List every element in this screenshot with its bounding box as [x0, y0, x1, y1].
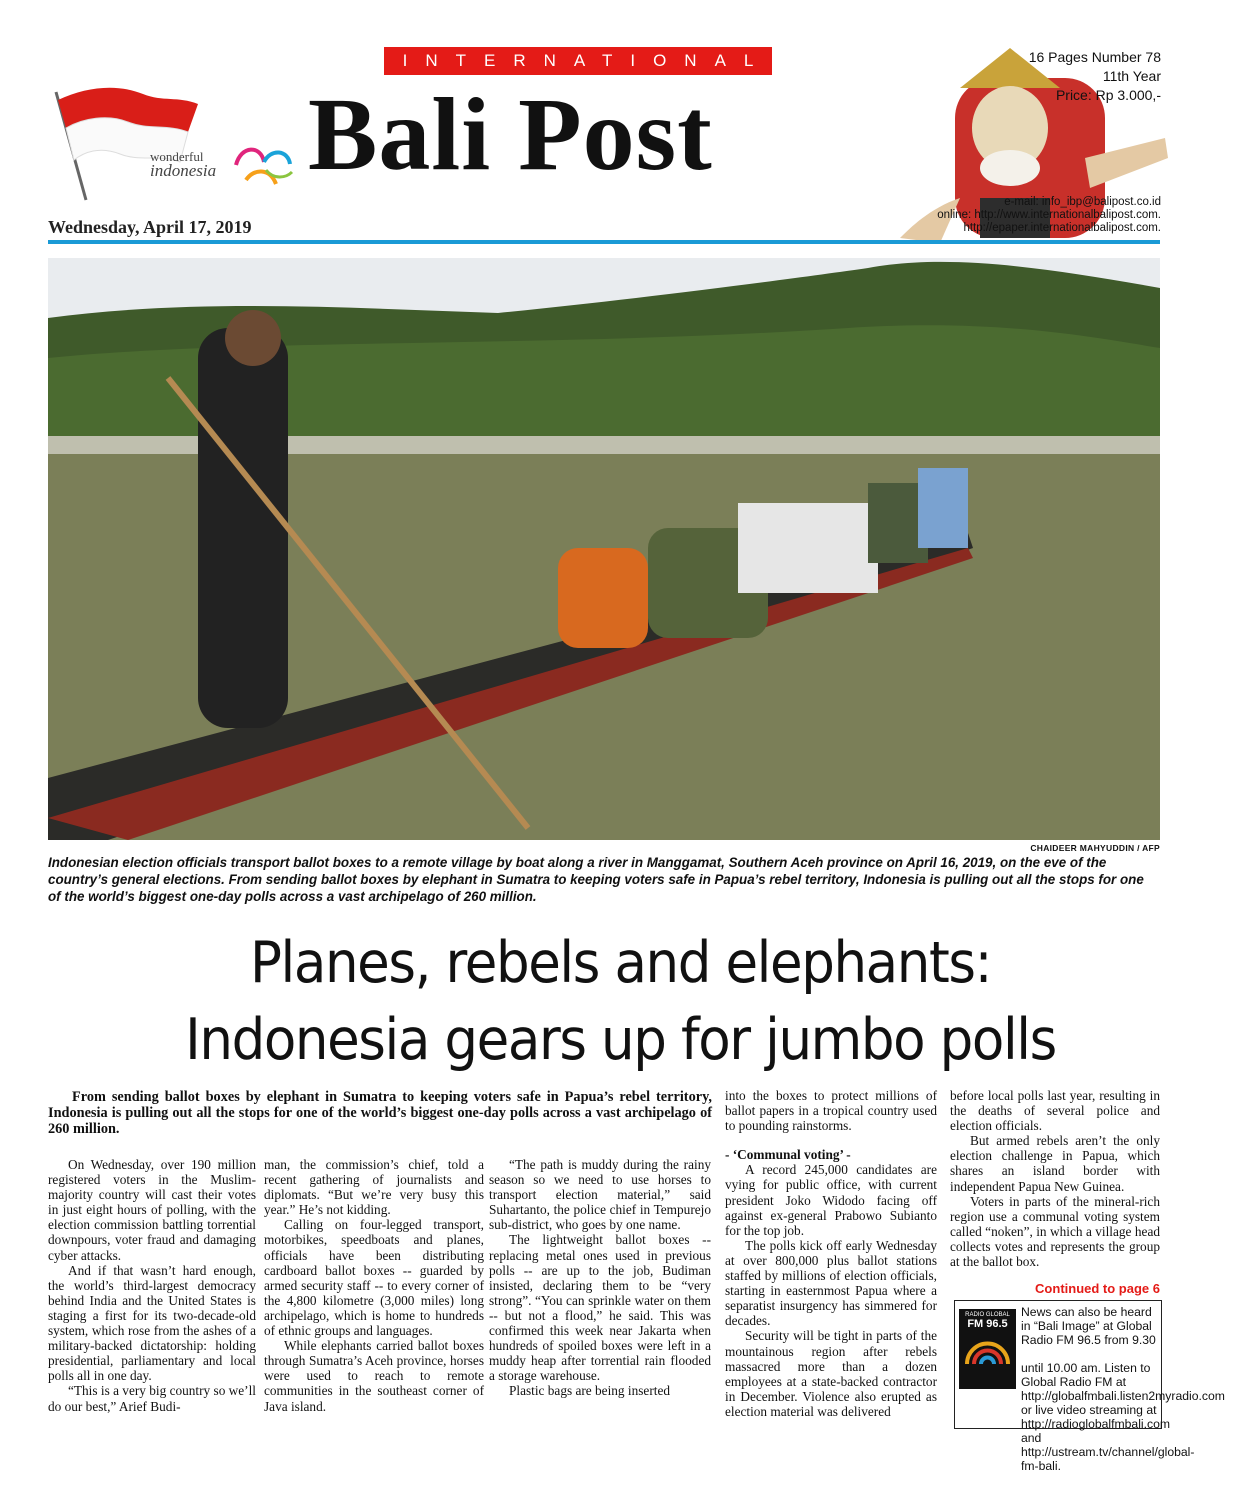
radio-logo-fm: FM 96.5 — [967, 1318, 1008, 1330]
pages-number: 16 Pages Number 78 — [1028, 49, 1161, 65]
paragraph: On Wednesday, over 190 million registered voters in the Muslim-majority country will cast their votes in just eight hours of polling, with the election commission battling torrential downpours, voter fraud and damaging cyber attacks. — [48, 1157, 256, 1263]
epaper-link[interactable]: http://epaper.internationalbalipost.com. — [963, 222, 1161, 234]
paragraph: Plastic bags are being inserted — [509, 1383, 670, 1399]
issue-date: Wednesday, April 17, 2019 — [48, 217, 252, 237]
article-column-2 — [264, 1157, 484, 1414]
article-column-3 — [489, 1157, 711, 1399]
section-banner: INTERNATIONAL — [384, 47, 772, 75]
indonesian-flag-icon — [48, 82, 238, 202]
price: Price: Rp 3.000,- — [1055, 87, 1161, 103]
radio-logo-label: RADIO GLOBAL — [965, 1312, 1010, 1318]
paragraph: But armed rebels aren’t the only election challenge in Papua, which shares an island border with independent Papua New Guinea. — [950, 1133, 1160, 1194]
radio-waves-icon — [959, 1330, 1016, 1374]
paragraph: A record 245,000 candidates are vying for public office, with current president Joko Widodo facing off against ex-general Prabowo Subianto for the top job. — [725, 1162, 937, 1238]
radio-promo-text-a: News can also be heard in “Bali Image” at Global Radio FM 96.5 from 9.30 — [1021, 1305, 1156, 1347]
masthead-rule — [48, 240, 1160, 244]
article-column-5 — [950, 1088, 1160, 1269]
article-lede: From sending ballot boxes by elephant in Sumatra to keeping voters safe in Papua’s rebel territory, Indonesia is pulling out all the stops for one of the world’s biggest one-day polls across a vast archipelago of 260 million. — [48, 1089, 712, 1137]
paragraph: before local polls last year, resulting in the deaths of several police and election officials. — [950, 1088, 1160, 1134]
photo-caption: Indonesian election officials transport ballot boxes to a remote village by boat along a river in Manggamat, Southern Aceh province on April 16, 2019, on the eve of the country’s general elections. From sending ballot boxes by elephant in Sumatra to keeping voters safe in Papua’s rebel territory, Indonesia is pulling out all the stops for one of the world’s biggest one-day polls across a vast archipelago of 260 million. — [48, 855, 1144, 904]
paragraph: Calling on four-legged transport, motorbikes, speedboats and planes, officials have been distributing cardboard ballot boxes -- guarded by armed security staff -- to every corner of the 4,800 kilometre (3,000 miles) long archipelago, which is home to hundreds of ethnic groups and languages. — [264, 1217, 484, 1339]
paragraph: The lightweight ballot boxes -- replacing metal ones used in previous polls -- are up to the job, Budiman insisted, declaring them to be “very strong”. “You can sprinkle water on them -- but not a flood,” he said. This was confirmed this week near Jakarta when hundreds of spoiled boxes were left in a muddy heap after torrential rain flooded a storage warehouse. — [489, 1232, 711, 1384]
newspaper-title: Bali Post — [308, 77, 713, 192]
headline-line-1: Planes, rebels and elephants: — [249, 930, 992, 996]
paragraph: Security will be tight in parts of the mountainous region after rebels massacred more than a dozen employees at a state-backed contractor in December. Violence also erupted as election material was delivered — [725, 1328, 937, 1419]
lead-photo — [48, 258, 1160, 840]
paragraph: And if that wasn’t hard enough, the world’s third-largest democracy behind India and the United States is staging a first for its two-decade-old system, which rose from the ashes of a military-backed dictatorship: holding presidential, parliamentary and local polls all in one day. — [48, 1262, 256, 1384]
article-column-1 — [48, 1157, 256, 1414]
online-link[interactable]: online: http://www.internationalbalipost.com. — [937, 209, 1161, 221]
paragraph: Voters in parts of the mineral-rich region use a communal voting system called “noken”, in which a village head collects votes and represents the group at the ballot box. — [950, 1193, 1160, 1270]
contact-info — [937, 196, 1161, 235]
radio-promo-box — [954, 1300, 1225, 1473]
radio-promo-text-b: until 10.00 am. Listen to Global Radio FM at http://globalfmbali.listen2myradio.com or live video streaming at http://radioglobalfmbali.com and http://ustream.tv/channel/global-fm-bali. — [1021, 1361, 1225, 1473]
continued-link[interactable]: Continued to page 6 — [1035, 1281, 1160, 1296]
edition-year: 11th Year — [1102, 68, 1161, 84]
paragraph: into the boxes to protect millions of ballot papers in a tropical country used to pounding rainstorms. — [725, 1088, 937, 1134]
wonderful-indonesia-logo — [150, 150, 216, 178]
indonesia-label: indonesia — [150, 161, 217, 180]
headline-line-2: Indonesia gears up for jumbo polls — [185, 1007, 1056, 1073]
wonderful-label: wonderful — [150, 149, 204, 164]
edition-info — [1029, 48, 1161, 105]
email[interactable]: e-mail: info_ibp@balipost.co.id — [1004, 196, 1161, 208]
subheading: - ‘Communal voting’ - — [725, 1147, 851, 1163]
paragraph: man, the commission’s chief, told a recent gathering of journalists and diplomats. “But we’re very busy this year.” He’s not kidding. — [264, 1157, 484, 1218]
river-boat-scene-image — [48, 258, 1160, 840]
paragraph: The polls kick off early Wednesday at over 800,000 plus ballot stations staffed by millions of election officials, starting in easternmost Papua where a separatist insurgency has simmered for decades. — [725, 1237, 937, 1329]
photo-credit: CHAIDEER MAHYUDDIN / AFP — [1030, 843, 1160, 853]
paragraph: While elephants carried ballot boxes through Sumatra’s Aceh province, horses were used to reach to remote communities in the southeast corner of Java island. — [264, 1338, 484, 1414]
paragraph: “This is a very big country so we’ll do our best,” Arief Budi- — [48, 1383, 256, 1414]
radio-global-logo — [959, 1309, 1016, 1389]
wonderful-indonesia-emblem-icon — [226, 140, 298, 190]
paragraph: “The path is muddy during the rainy season so we need to use horses to transport election material,” said Suhartanto, the police chief in Tempurejo sub-district, who goes by one name. — [489, 1157, 711, 1233]
article-column-4 — [725, 1088, 937, 1419]
